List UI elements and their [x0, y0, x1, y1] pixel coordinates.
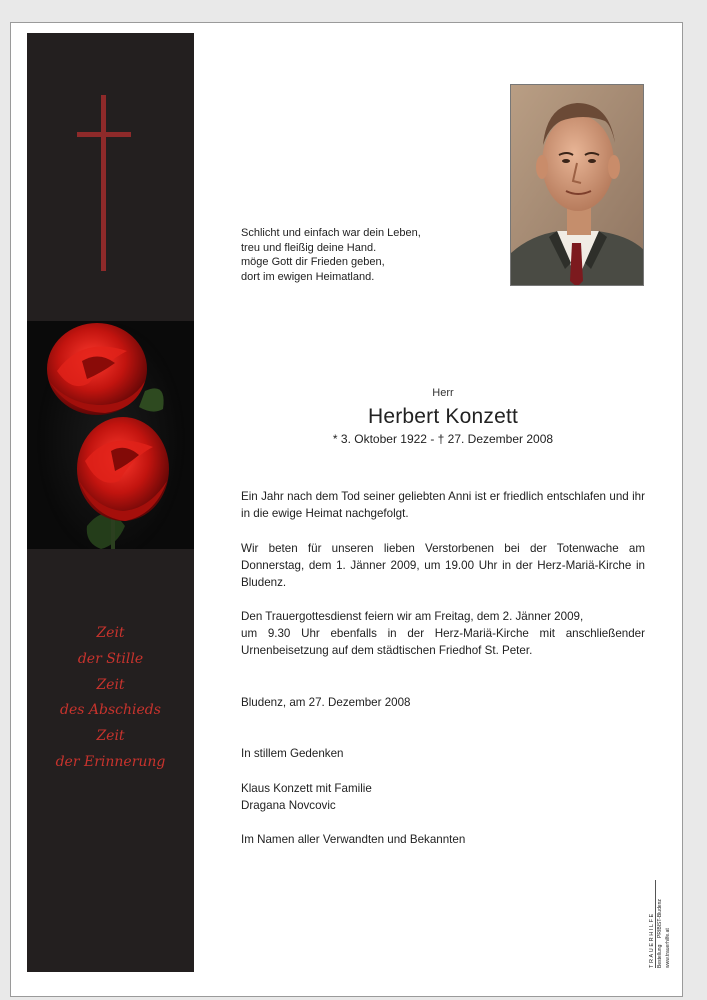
paragraph-funeral: [241, 608, 645, 659]
cross-icon: [77, 95, 131, 271]
red-roses-image: [27, 321, 194, 549]
deceased-heading: [241, 387, 645, 446]
remembrance-verse: [27, 621, 194, 776]
poem-line: dort im ewigen Heimatland.: [241, 270, 375, 283]
verse-line: Zeit: [96, 625, 125, 641]
verse-line: der Erinnerung: [55, 753, 166, 770]
decorative-sidebar: [27, 33, 194, 972]
publisher-imprint: [646, 876, 678, 972]
deceased-name: Herbert Konzett: [367, 405, 519, 428]
poem: [241, 226, 421, 284]
imprint-brand: TRAUERHILFE: [649, 912, 655, 968]
paragraph-wake: Wir beten für unseren lieben Verstorbenen bei der Totenwache am Donnerstag, dem 1. Jänner 2009, um 19.00 Uhr in der Herz-Mariä-Kirche in Bludenz.: [241, 542, 645, 589]
poem-line: Schlicht und einfach war dein Leben,: [241, 227, 421, 239]
mourner: Dragana Novcovic: [241, 799, 336, 812]
place-date: Bludenz, am 27. Dezember 2008: [241, 696, 411, 709]
poem-line: treu und fleißig deine Hand.: [241, 241, 377, 254]
imprint-web: www.trauerhilfe.at: [665, 928, 671, 968]
verse-line: der Stille: [77, 650, 144, 667]
verse-line: des Abschieds: [60, 702, 161, 719]
imprint-company: PRIBIST-Bludenz: [657, 899, 663, 938]
closing-line: Im Namen aller Verwandten und Bekannten: [241, 833, 466, 846]
poem-line: möge Gott dir Frieden geben,: [241, 256, 385, 268]
salutation: Herr: [432, 387, 454, 399]
imprint-order: Bestellung: [657, 944, 663, 968]
mourner: Klaus Konzett mit Familie: [241, 782, 372, 795]
mourners-list: [241, 780, 645, 814]
funeral-details: um 9.30 Uhr ebenfalls in der Herz-Mariä-Kirche mit anschließender Urnenbeisetzung auf dem städtischen Friedhof St. Peter.: [241, 627, 645, 657]
verse-line: Zeit: [96, 728, 125, 745]
paragraph-passing: Ein Jahr nach dem Tod seiner geliebten Anni ist er friedlich entschlafen und ihr in die ewige Heimat nachgefolgt.: [241, 490, 645, 520]
verse-line: Zeit: [96, 676, 125, 693]
remembrance-line: In stillem Gedenken: [241, 747, 344, 760]
funeral-line: Den Trauergottesdienst feiern wir am Freitag, dem 2. Jänner 2009,: [241, 610, 584, 623]
portrait-photo: [510, 84, 644, 286]
life-dates: * 3. Oktober 1922 - † 27. Dezember 2008: [332, 432, 554, 446]
